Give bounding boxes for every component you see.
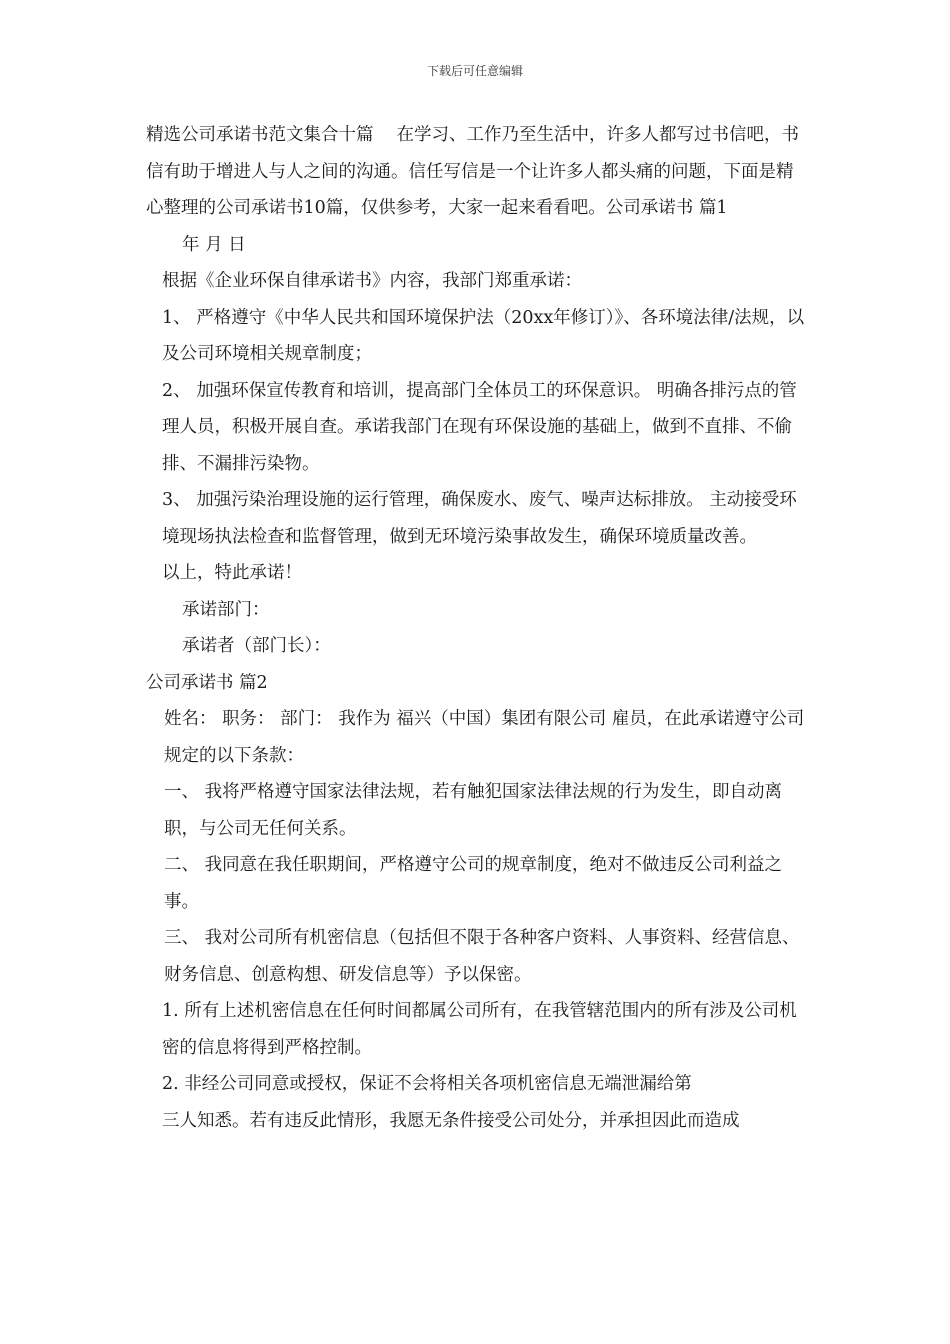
list-item: 2. 非经公司同意或授权，保证不会将相关各项机密信息无端泄漏给第 xyxy=(162,1074,692,1094)
signature-line: 承诺部门： xyxy=(182,599,270,620)
paragraph: 姓名： 职务： 部门： 我作为 福兴（中国）集团有限公司 雇员，在此承诺遵守公司规定的以下条款： xyxy=(164,709,805,766)
list-item: 3、 加强污染治理设施的运行管理，确保废水、废气、噪声达标排放。 主动接受环境现场执法检查和监督管理，做到无环境污染事故发生，确保环境质量改善。 xyxy=(162,490,797,547)
signature-line: 承诺者（部门长）： xyxy=(182,636,331,656)
intro-paragraph: 精选公司承诺书范文集合十篇 在学习、工作乃至生活中，许多人都写过书信吧，书信有助于增进人与人之间的沟通。信任写信是一个让许多人都头痛的问题，下面是精心整理的公司承诺书10篇，仅供参考，大家一起来看看吧。公司承诺书 篇1 xyxy=(146,125,800,218)
document-body xyxy=(146,117,806,1139)
list-item: 1. 所有上述机密信息在任何时间都属公司所有，在我管辖范围内的所有涉及公司机密的信息将得到严格控制。 xyxy=(162,1001,797,1058)
section-heading: 公司承诺书 篇2 xyxy=(146,672,268,693)
paragraph: 以上，特此承诺！ xyxy=(162,563,302,583)
date-line: 年 月 日 xyxy=(182,234,246,255)
list-item: 2、 加强环保宣传教育和培训，提高部门全体员工的环保意识。 明确各排污点的管理人员，积极开展自查。承诺我部门在现有环保设施的基础上，做到不直排、不偷排、不漏排污染物。 xyxy=(162,380,797,474)
page-header: 下载后可任意编辑 xyxy=(426,64,523,78)
list-item: 三、 我对公司所有机密信息（包括但不限于各种客户资料、人事资料、经营信息、财务信息、创意构想、研发信息等）予以保密。 xyxy=(164,928,800,985)
list-item: 1、 严格遵守《中华人民共和国环境保护法（20xx年修订）》、各环境法律/法规，以及公司环境相关规章制度； xyxy=(162,307,805,364)
list-item: 二、 我同意在我任职期间，严格遵守公司的规章制度，绝对不做违反公司利益之事。 xyxy=(164,855,783,912)
list-item: 一、 我将严格遵守国家法律法规，若有触犯国家法律法规的行为发生，即自动离职，与公司无任何关系。 xyxy=(164,782,783,839)
paragraph: 三人知悉。若有违反此情形，我愿无条件接受公司处分，并承担因此而造成 xyxy=(162,1110,740,1131)
paragraph: 根据《企业环保自律承诺书》内容，我部门郑重承诺： xyxy=(162,271,582,291)
